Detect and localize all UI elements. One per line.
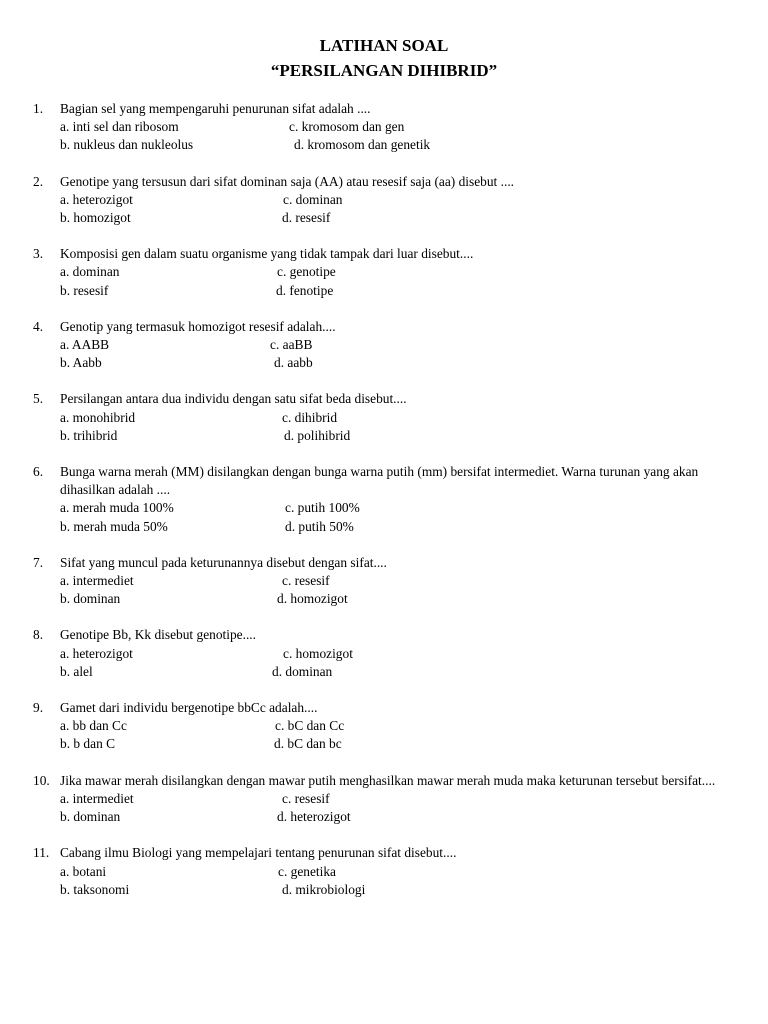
option-d: d. homozigot: [277, 591, 348, 607]
question-6: [0, 463, 768, 536]
option-a: a. heterozigot: [60, 645, 133, 661]
option-b: b. dominan: [60, 591, 121, 607]
option-a: a. AABB: [60, 337, 110, 353]
option-a: a. intermediet: [60, 790, 134, 806]
option-a: a. monohibrid: [60, 409, 136, 425]
question-number: 11.: [33, 845, 50, 861]
option-a: a. intermediet: [60, 573, 134, 589]
option-c: c. putih 100%: [285, 500, 360, 516]
question-4: [0, 318, 768, 373]
option-d: d. dominan: [272, 663, 333, 679]
option-b: b. trihibrid: [60, 427, 118, 443]
question-text: Bunga warna merah (MM) disilangkan dengan bunga warna putih (mm) bersifat intermediet. Warna turunan yang akan dihasilkan adalah ....: [60, 464, 699, 498]
option-a: a. botani: [60, 863, 107, 879]
option-b: b. b dan C: [60, 736, 116, 752]
option-c: c. genetika: [278, 863, 336, 879]
option-b: b. nukleus dan nukleolus: [60, 137, 194, 153]
question-text: Komposisi gen dalam suatu organisme yang tidak tampak dari luar disebut....: [60, 246, 474, 262]
question-number: 1.: [33, 101, 44, 116]
question-text: Bagian sel yang mempengaruhi penurunan sifat adalah ....: [60, 101, 371, 116]
question-1: [0, 100, 768, 155]
question-7: [0, 554, 768, 609]
page-subtitle: “PERSILANGAN DIHIBRID”: [270, 61, 498, 80]
question-number: 4.: [33, 318, 44, 334]
question-9: [0, 699, 768, 754]
question-number: 2.: [33, 173, 44, 189]
question-10: [0, 772, 768, 827]
question-number: 10.: [33, 772, 50, 788]
option-c: c. genotipe: [277, 264, 336, 280]
option-c: c. dihibrid: [282, 409, 338, 425]
question-number: 5.: [33, 391, 44, 407]
question-number: 8.: [33, 627, 44, 643]
option-b: b. merah muda 50%: [60, 518, 168, 534]
option-d: d. bC dan bc: [274, 736, 342, 752]
option-d: d. resesif: [282, 210, 331, 226]
question-text: Genotip yang termasuk homozigot resesif adalah....: [60, 318, 336, 334]
question-text: Persilangan antara dua individu dengan satu sifat beda disebut....: [60, 391, 407, 407]
option-a: a. inti sel dan ribosom: [60, 119, 179, 135]
option-c: c. homozigot: [283, 645, 353, 661]
option-b: b. Aabb: [60, 355, 102, 371]
option-a: a. dominan: [60, 264, 120, 280]
option-a: a. merah muda 100%: [60, 500, 174, 516]
question-text: Cabang ilmu Biologi yang mempelajari tentang penurunan sifat disebut....: [60, 845, 457, 861]
option-d: d. kromosom dan genetik: [294, 137, 431, 153]
question-text: Sifat yang muncul pada keturunannya disebut dengan sifat....: [60, 554, 387, 570]
question-8: [0, 626, 768, 681]
option-c: c. bC dan Cc: [275, 718, 345, 734]
question-list: [0, 100, 768, 917]
option-d: d. polihibrid: [284, 427, 351, 443]
question-text: Jika mawar merah disilangkan dengan mawar putih menghasilkan mawar merah muda maka keturunan tersebut bersifat....: [60, 772, 716, 788]
option-c: c. dominan: [283, 191, 343, 207]
option-b: b. dominan: [60, 809, 121, 825]
question-number: 7.: [33, 554, 44, 570]
option-d: d. aabb: [274, 355, 313, 371]
option-b: b. homozigot: [60, 210, 131, 226]
option-b: b. taksonomi: [60, 881, 130, 897]
option-a: a. bb dan Cc: [60, 718, 127, 734]
question-3: [0, 245, 768, 300]
option-c: c. resesif: [282, 790, 330, 806]
question-11: [0, 844, 768, 899]
option-d: d. heterozigot: [277, 809, 351, 825]
option-c: c. resesif: [282, 573, 330, 589]
option-c: c. aaBB: [270, 337, 313, 353]
option-b: b. resesif: [60, 282, 109, 298]
option-b: b. alel: [60, 663, 93, 679]
question-number: 3.: [33, 246, 44, 262]
option-d: d. putih 50%: [285, 518, 354, 534]
option-a: a. heterozigot: [60, 191, 133, 207]
question-number: 6.: [33, 464, 44, 480]
option-c: c. kromosom dan gen: [289, 119, 405, 135]
option-d: d. fenotipe: [276, 282, 334, 298]
question-text: Genotipe yang tersusun dari sifat dominan saja (AA) atau resesif saja (aa) disebut ....: [60, 173, 515, 189]
option-d: d. mikrobiologi: [282, 881, 366, 897]
question-text: Genotipe Bb, Kk disebut genotipe....: [60, 627, 256, 643]
question-5: [0, 390, 768, 445]
question-2: [0, 173, 768, 228]
question-number: 9.: [33, 700, 44, 716]
page-title: LATIHAN SOAL: [319, 36, 449, 55]
question-text: Gamet dari individu bergenotipe bbCc adalah....: [60, 700, 318, 716]
